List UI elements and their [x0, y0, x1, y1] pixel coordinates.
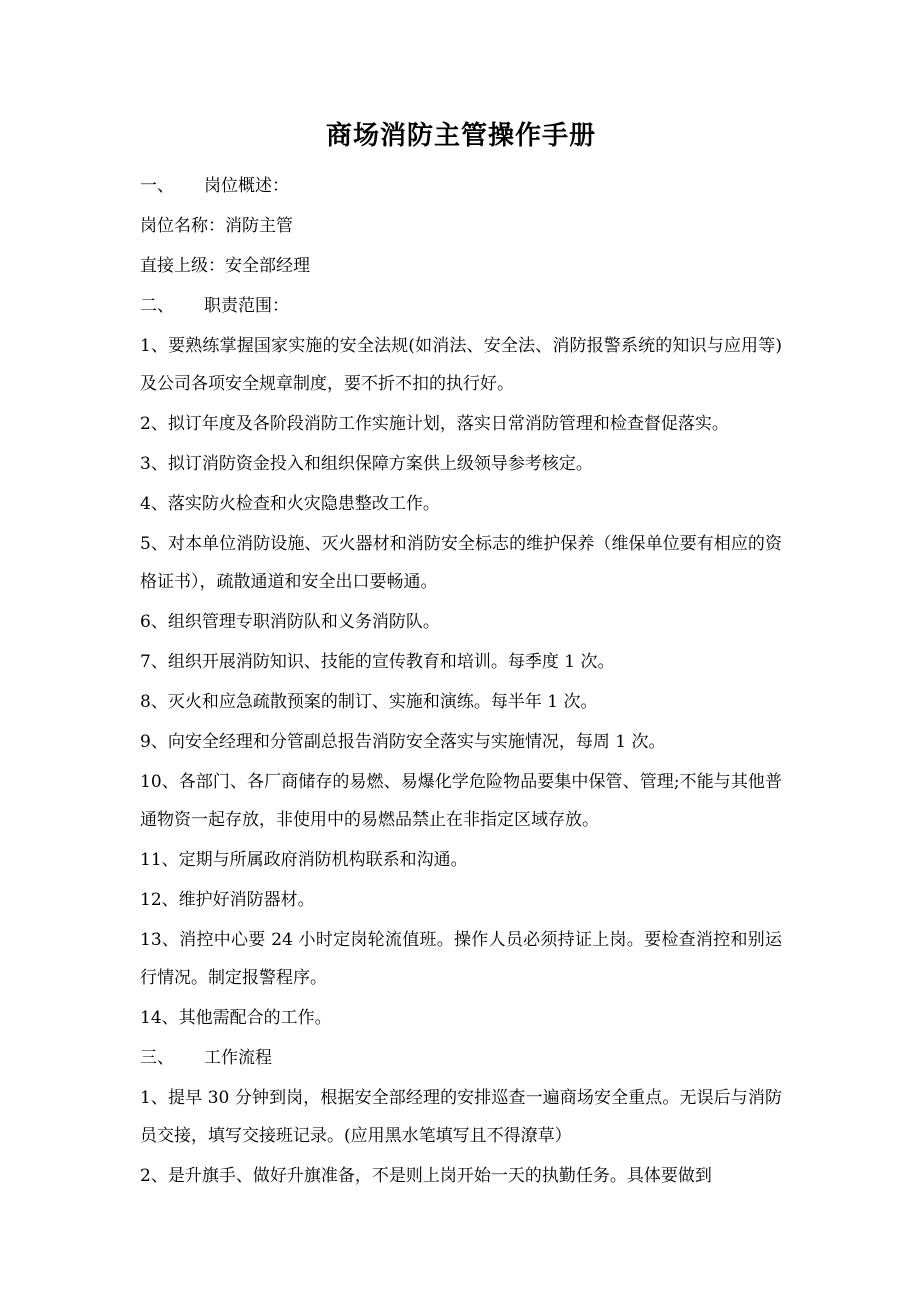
duty-item: 14、其他需配合的工作。 — [140, 1008, 332, 1028]
document-title: 商场消防主管操作手册 — [325, 121, 596, 151]
duty-item: 2、拟订年度及各阶段消防工作实施计划，落实日常消防管理和检查督促落实。 — [140, 414, 729, 434]
duty-item: 8、灭火和应急疏散预案的制订、实施和演练。每半年 1 次。 — [140, 692, 598, 712]
superior-line: 直接上级：安全部经理 — [140, 256, 310, 276]
section-title: 岗位概述： — [204, 176, 289, 196]
section-heading-overview — [140, 166, 782, 206]
duty-item: 10、各部门、各厂商储存的易燃、易爆化学危险物品要集中保管、管理;不能与其他普通物资一起存放，非使用中的易燃品禁止在非指定区域存放。 — [140, 772, 782, 830]
section-title: 职责范围： — [204, 296, 289, 316]
duty-item: 1、要熟练掌握国家实施的安全法规(如消法、安全法、消防报警系统的知识与应用等)及公司各项安全规章制度，要不折不扣的执行好。 — [140, 336, 782, 394]
workflow-item: 2、是升旗手、做好升旗准备，不是则上岗开始一天的执勤任务。具体要做到 — [140, 1166, 712, 1186]
document-page — [140, 112, 782, 1196]
section-number: 一、 — [140, 176, 174, 196]
duty-item: 4、落实防火检查和火灾隐患整改工作。 — [140, 494, 440, 514]
workflow-list — [140, 1078, 782, 1196]
section-number: 三、 — [140, 1048, 174, 1068]
position-name-line: 岗位名称：消防主管 — [140, 216, 293, 236]
section-number: 二、 — [140, 296, 174, 316]
duty-item: 6、组织管理专职消防队和义务消防队。 — [140, 612, 440, 632]
section-heading-workflow — [140, 1038, 782, 1078]
duty-item: 5、对本单位消防设施、灭火器材和消防安全标志的维护保养（维保单位要有相应的资格证书），疏散通道和安全出口要畅通。 — [140, 534, 782, 592]
duty-item: 13、消控中心要 24 小时定岗轮流值班。操作人员必须持证上岗。要检查消控和别运行情况。制定报警程序。 — [140, 930, 782, 988]
duty-item: 3、拟订消防资金投入和组织保障方案供上级领导参考核定。 — [140, 454, 593, 474]
duties-list — [140, 326, 782, 1038]
duty-item: 11、定期与所属政府消防机构联系和沟通。 — [140, 850, 468, 870]
section-title: 工作流程 — [204, 1048, 272, 1068]
duty-item: 7、组织开展消防知识、技能的宣传教育和培训。每季度 1 次。 — [140, 652, 615, 672]
duty-item: 12、维护好消防器材。 — [140, 890, 315, 910]
section-heading-duties — [140, 286, 782, 326]
duty-item: 9、向安全经理和分管副总报告消防安全落实与实施情况，每周 1 次。 — [140, 732, 666, 752]
workflow-item: 1、提早 30 分钟到岗，根据安全部经理的安排巡查一遍商场安全重点。无误后与消防员交接，填写交接班记录。(应用黑水笔填写且不得潦草） — [140, 1088, 782, 1146]
